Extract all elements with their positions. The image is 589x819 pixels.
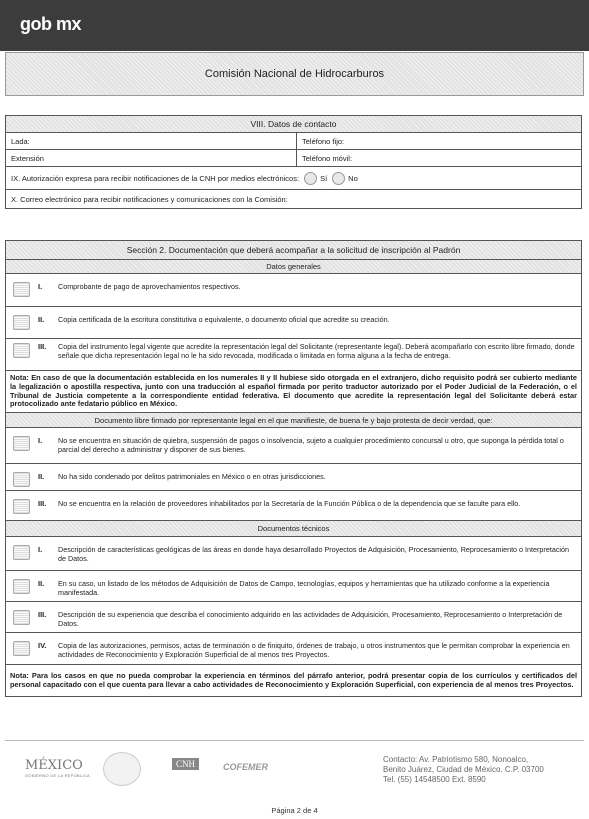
checkbox-general-3[interactable] [13,343,30,358]
declaration-item-3 [6,490,581,520]
item-text: Descripción de su experiencia que describa el conocimiento adquirido en las actividades de Adquisición, Procesamiento, Reprocesamiento o Interpretación de Datos. [58,610,563,628]
note-text: Nota: En caso de que la documentación establecida en los numerales II y II hubiese sido otorgada en el extranjero, dicho requisito podrá ser cubierto mediante la legalización o apostilla respectiva, junto con una traducción al español firmada por perito traductor autorizado por el Poder Judicial de la Federación, o el Tribunal de Justicia competente a la correspondiente entidad federativa. El documento que acredite la representación legal del Solicitante deberá estar protocolizado ante fedatario público en México. [10,373,577,409]
item-number: IV. [38,641,47,650]
contact-info [383,755,544,785]
checkbox-technical-4[interactable] [13,641,30,656]
item-text: Copia de las autorizaciones, permisos, actas de terminación o de finiquito, órdenes de trabajo, u otros instrumentos que le permitan comprobar la experiencia en actividades de Reconocimiento y Exploración Superficial de al menos tres Proyectos. [58,641,570,659]
checkbox-technical-3[interactable] [13,610,30,625]
contact-row-ext [6,149,581,166]
checkbox-technical-2[interactable] [13,579,30,594]
contact-section-title: VIII. Datos de contacto [250,119,337,129]
item-number: III. [38,499,47,508]
lada-label: Lada: [11,136,30,146]
technical-item-2 [6,570,581,601]
general-header [6,259,581,273]
checkbox-declaration-1[interactable] [13,436,30,451]
telefono-movil-field[interactable] [297,150,581,166]
email-label: X. Correo electrónico para recibir notificaciones y comunicaciones con la Comisión: [11,194,288,204]
radio-no-label: No [348,173,358,183]
technical-item-1 [6,536,581,570]
telefono-fijo-field[interactable] [297,133,581,149]
item-text: En su caso, un listado de los métodos de Adquisición de Datos de Campo, tecnologías, equipos y herramientas que ha utilizado conforme a la experiencia manifestada. [58,579,550,597]
item-text: Copia certificada de la escritura constitutiva o equivalente, o documento oficial que acredite su creación. [58,315,390,324]
item-number: III. [38,610,47,619]
checkbox-technical-1[interactable] [13,545,30,560]
mexico-logo [25,758,90,778]
section2-header [6,241,581,259]
checkbox-general-1[interactable] [13,282,30,297]
contact-address-2: Benito Juárez, Ciudad de México. C.P. 03700 [383,765,544,774]
technical-item-4 [6,632,581,664]
footer-divider [5,740,584,741]
item-text: Copia del instrumento legal vigente que acredite la representación legal del Solicitante (representante legal). Deberá acompañarlo con escrito libre firmado, donde señale que dicha representación legal no le ha sido revocada, modificada o limitada en forma alguna a la fecha de entrega. [58,342,575,360]
item-number: II. [38,579,45,588]
page-number: Página 2 de 4 [271,806,318,815]
email-row[interactable] [6,189,581,208]
contact-phone: Tel. (55) 14548500 Ext. 8590 [383,775,486,784]
checkbox-general-2[interactable] [13,315,30,330]
item-text: Comprobante de pago de aprovechamientos respectivos. [58,282,241,291]
note-curriculum [6,664,581,696]
radio-yes[interactable] [304,172,317,185]
item-number: I. [38,545,43,554]
general-title: Datos generales [266,262,321,271]
item-number: I. [38,436,43,445]
gobmx-logo[interactable]: gob mx [20,14,82,34]
radio-no[interactable] [332,172,345,185]
section2-title: Sección 2. Documentación que deberá acompañar a la solicitud de inscripción al Padrón [126,245,461,255]
radio-yes-label: Sí [320,173,328,183]
notifications-cell [6,167,358,189]
item-text: No se encuentra en situación de quiebra, suspensión de pagos o insolvencia, sujeto a cualquier procedimiento concursal u otro, que suponga la pérdida total o parcial del derecho a administrar y disponer de sus bienes. [58,436,564,454]
note-text: Nota: Para los casos en que no pueda comprobar la experiencia en términos del párrafo anterior, podrá presentar copia de los currículos y certificados del personal capacitado con el que cuenta para llevar a cabo actividades de Reconocimiento y Exploración Superficial, con experiencia de al menos tres Proyectos. [10,670,577,689]
top-bar [0,0,589,51]
notifications-label: IX. Autorización expresa para recibir notificaciones de la CNH por medios electrónicos: [11,173,300,183]
contact-address-1: Contacto: Av. Patriotismo 580, Nonoalco, [383,755,529,764]
cnh-logo: CNH [172,758,199,770]
item-number: II. [38,472,45,481]
note-legalization [6,370,581,412]
mexico-logo-sub: GOBIERNO DE LA REPÚBLICA [25,773,90,778]
notifications-row [6,166,581,189]
agency-title: Comisión Nacional de Hidrocarburos [204,68,385,80]
item-number: II. [38,315,45,324]
general-item-1 [6,273,581,306]
item-number: I. [38,282,43,291]
coat-of-arms-icon [103,752,141,786]
contact-row-phone [6,132,581,149]
declaration-item-1 [6,427,581,463]
contact-section [5,115,582,209]
contact-section-header [6,116,581,132]
checkbox-declaration-3[interactable] [13,499,30,514]
declaration-item-2 [6,463,581,490]
section2 [5,240,582,697]
item-text: Descripción de características geológicas de las áreas en donde haya desarrollado Proyectos de Adquisición, Procesamiento, Reprocesamiento o Interpretación de Datos. [58,545,569,563]
lada-field[interactable] [6,133,297,149]
technical-header [6,520,581,536]
general-item-2 [6,306,581,338]
checkbox-declaration-2[interactable] [13,472,30,487]
declaration-title: Documento libre firmado por representante legal en el que manifieste, de buena fe y bajo protesta de decir verdad, que: [94,415,493,425]
declaration-header [6,412,581,427]
item-text: No se encuentra en la relación de proveedores inhabilitados por la Secretaría de la Función Pública o de la dependencia que se faculte para ello. [58,499,521,508]
telefono-movil-label: Teléfono móvil: [302,153,353,163]
extension-field[interactable] [6,150,297,166]
telefono-fijo-label: Teléfono fijo: [302,136,345,146]
item-number: III. [38,342,47,351]
mexico-logo-text: MÉXICO [25,758,83,773]
item-text: No ha sido condenado por delitos patrimoniales en México o en otras jurisdicciones. [58,472,326,481]
technical-item-3 [6,601,581,632]
technical-title: Documentos técnicos [257,524,330,533]
extension-label: Extensión [11,153,44,163]
agency-banner [5,52,584,96]
email-cell [6,190,288,208]
general-item-3 [6,338,581,370]
cofemer-logo: COFEMER [223,762,268,772]
